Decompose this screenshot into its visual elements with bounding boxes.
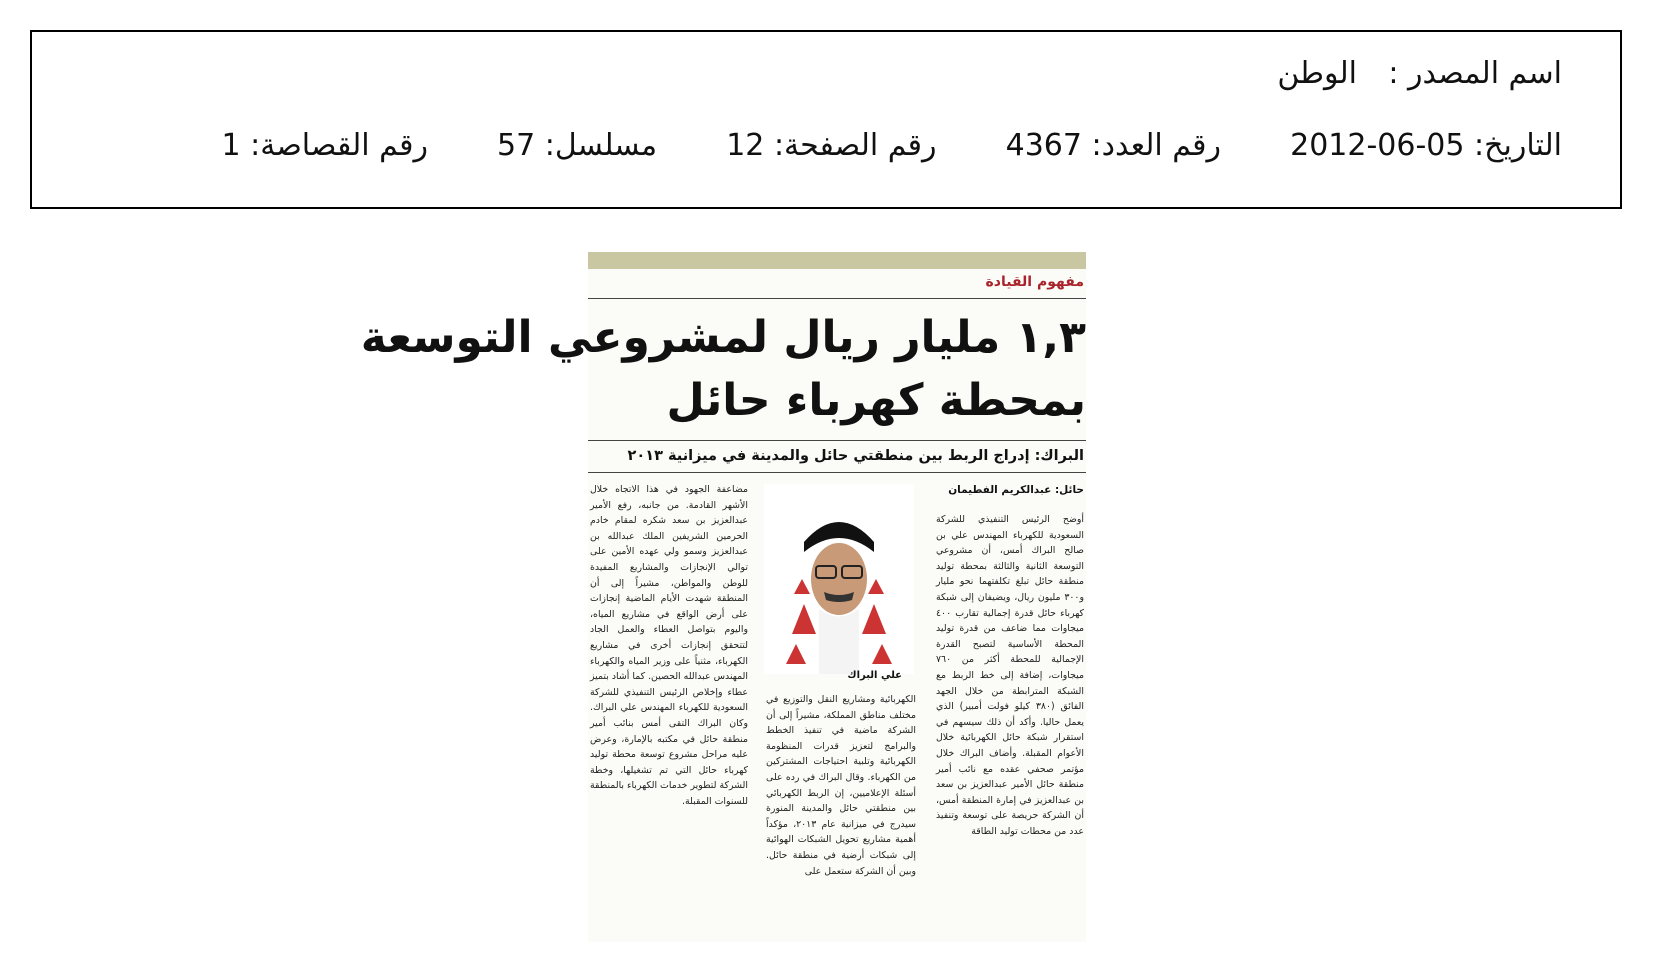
top-color-bar [588,252,1086,269]
issue-value: 4367 [1005,128,1082,163]
newspaper-clipping [360,252,1086,942]
details-line [221,128,1562,163]
clip-label: رقم القصاصة: [250,128,428,163]
headline-line-2: بمحطة كهرباء حائل [666,375,1086,426]
byline: حائل: عبدالكريم الفطيمان [948,484,1084,496]
article-paragraph: أوضح الرئيس التنفيذي للشركة السعودية للكهرباء المهندس علي بن صالح البراك أمس، أن مشروعي التوسعة الثانية والثالثة بمحطة توليد منطقة حائل تبلغ تكلفتهما نحو مليار و٣٠٠ مليون ريال، ويضيفان إلى شبكة كهرباء حائل قدرة إجمالية تقارب ٤٠٠ ميجاوات مما ضاعف من قدرة توليد المحطة الأساسية لتصبح القدرة الإجمالية للمحطة أكثر من ٧٦٠ ميجاوات، إضافة إلى خط الربط مع الشبكة المترابطة من خلال الجهد الفائق (٣٨٠ كيلو فولت أمبير) الذي يعمل حاليا. وأكد أن ذلك سيسهم في استقرار شبكة حائل الكهربائية خلال الأعوام المقبلة. وأضاف البراك خلال مؤتمر صحفي عقده مع نائب أمير منطقة حائل الأمير عبدالعزيز بن سعد بن عبدالعزيز في إمارة المنطقة أمس، أن الشركة حريصة على توسعة وتنفيذ عدد من محطات توليد الطاقة [936,514,1084,837]
section-label: مفهوم القيادة [985,274,1084,290]
photo-caption: علي البراك [847,670,902,681]
article-column-right [936,512,1084,839]
article-paragraph: الكهربائية ومشاريع النقل والتوزيع في مختلف مناطق المملكة، مشيراً إلى أن الشركة ماضية في تنفيذ الخطط والبرامج لتعزيز قدرات المنظومة الكهربائية وتلبية احتياجات المشتركين من الكهرباء. وقال البراك في رده على أسئلة الإعلاميين، إن الربط الكهربائي بين منطقتي حائل والمدينة المنورة سيدرج في ميزانية عام ٢٠١٣، مؤكداً أهمية مشاريع تحويل الشبكات الهوائية إلى شبكات أرضية في منطقة حائل. وبين أن الشركة ستعمل على [766,694,916,877]
date-value: 2012-06-05 [1290,128,1465,163]
page-label: رقم الصفحة: [773,128,937,163]
source-line [1277,56,1562,91]
divider [588,472,1086,473]
article-column-left [590,482,748,809]
clipping-metadata-box [30,30,1622,209]
article-column-middle [766,692,916,879]
article-paragraph: مضاعفة الجهود في هذا الاتجاه خلال الأشهر القادمة. من جانبه، رفع الأمير عبدالعزيز بن سعد شكره لمقام خادم الحرمين الشريفين الملك عبدالله بن عبدالعزيز وسمو ولي عهده الأمين على توالي الإنجازات والمشاريع المفيدة للوطن والمواطن، مشيراً إلى أن المنطقة شهدت الأيام الماضية إنجازات على أرض الواقع في مشاريع المياه، واليوم بتواصل العطاء والعمل الجاد لتتحقق إنجازات أخرى في مشاريع الكهرباء، مثنياً على وزير المياه والكهرباء المهندس عبدالله الحصين. كما أشاد بتميز عطاء وإخلاص الرئيس التنفيذي للشركة السعودية للكهرباء المهندس علي البراك. وكان البراك التقى أمس بنائب أمير منطقة حائل في مكتبه بالإمارة، وعرض عليه مراحل مشروع توسعة محطة توليد كهرباء حائل التي تم تشغيلها، وخطة الشركة لتطوير خدمات الكهرباء بالمنطقة للسنوات المقبلة. [590,484,748,807]
serial-label: مسلسل: [544,128,658,163]
page-value: 12 [726,128,765,163]
divider [588,298,1086,299]
source-value: الوطن [1277,56,1357,91]
headline-line-1: ١,٣ مليار ريال لمشروعي التوسعة [360,312,1086,363]
divider [588,440,1086,441]
clip-value: 1 [221,128,241,163]
issue-label: رقم العدد: [1091,128,1222,163]
subheadline: البراك: إدراج الربط بين منطقتي حائل والمدينة في ميزانية ٢٠١٣ [627,448,1084,464]
date-label: التاريخ: [1474,128,1562,163]
source-label: اسم المصدر : [1388,56,1562,91]
portrait-photo [764,484,914,674]
serial-value: 57 [497,128,536,163]
